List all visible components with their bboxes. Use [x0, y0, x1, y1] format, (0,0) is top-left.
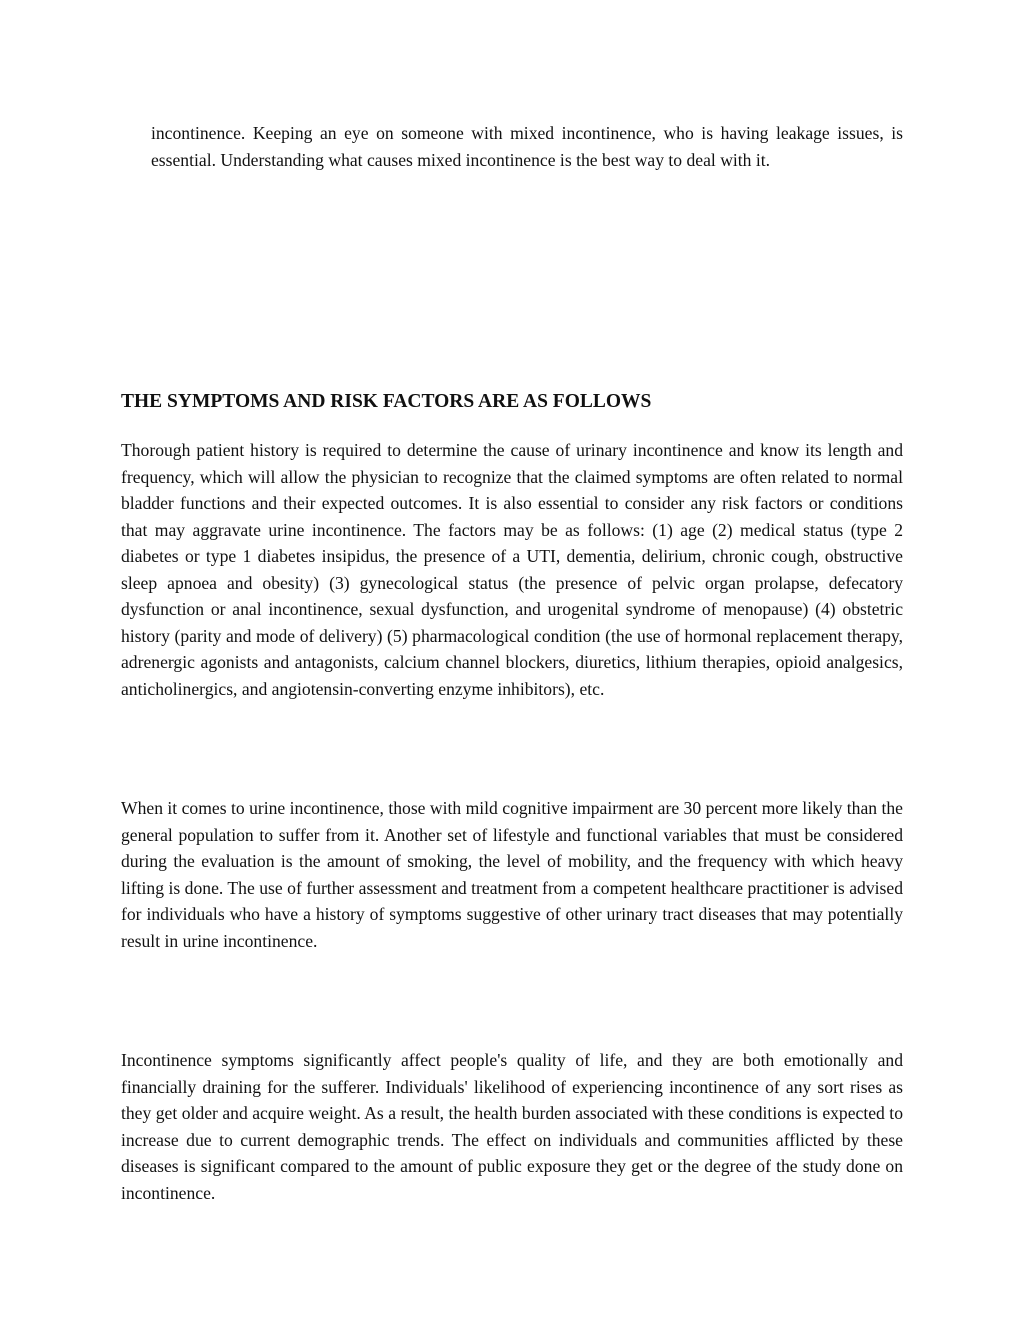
- section-heading: THE SYMPTOMS AND RISK FACTORS ARE AS FOLLOWS: [121, 391, 652, 412]
- intro-paragraph: incontinence. Keeping an eye on someone with mixed incontinence, who is having leakage issues, is essential. Understanding what causes mixed incontinence is the best way to deal with it.: [151, 123, 903, 170]
- body-paragraph-cognitive-impairment: When it comes to urine incontinence, those with mild cognitive impairment are 30 percent more likely than the general population to suffer from it. Another set of lifestyle and functional variables that must be considered during the evaluation is the amount of smoking, the level of mobility, and the frequency with which heavy lifting is done. The use of further assessment and treatment from a competent healthcare practitioner is advised for individuals who have a history of symptoms suggestive of other urinary tract diseases that may potentially result in urine incontinence.: [121, 798, 903, 951]
- body-paragraph-risk-factors: Thorough patient history is required to determine the cause of urinary incontinence and know its length and frequency, which will allow the physician to recognize that the claimed symptoms are often related to normal bladder functions and their expected outcomes. It is also essential to consider any risk factors or conditions that may aggravate urine incontinence. The factors may be as follows: (1) age (2) medical status (type 2 diabetes or type 1 diabetes insipidus, the presence of a UTI, dementia, delirium, chronic cough, obstructive sleep apnoea and obesity) (3) gynecological status (the presence of pelvic organ prolapse, defecatory dysfunction or anal incontinence, sexual dysfunction, and urogenital syndrome of menopause) (4) obstetric history (parity and mode of delivery) (5) pharmacological condition (the use of hormonal replacement therapy, adrenergic agonists and antagonists, calcium channel blockers, diuretics, lithium therapies, opioid analgesics, anticholinergics, and angiotensin-converting enzyme inhibitors), etc.: [121, 440, 903, 699]
- body-paragraph-quality-of-life: Incontinence symptoms significantly affect people's quality of life, and they are both emotionally and financially draining for the sufferer. Individuals' likelihood of experiencing incontinence of any sort rises as they get older and acquire weight. As a result, the health burden associated with these conditions is expected to increase due to current demographic trends. The effect on individuals and communities afflicted by these diseases is significant compared to the amount of public exposure they get or the degree of the study done on incontinence.: [121, 1050, 903, 1203]
